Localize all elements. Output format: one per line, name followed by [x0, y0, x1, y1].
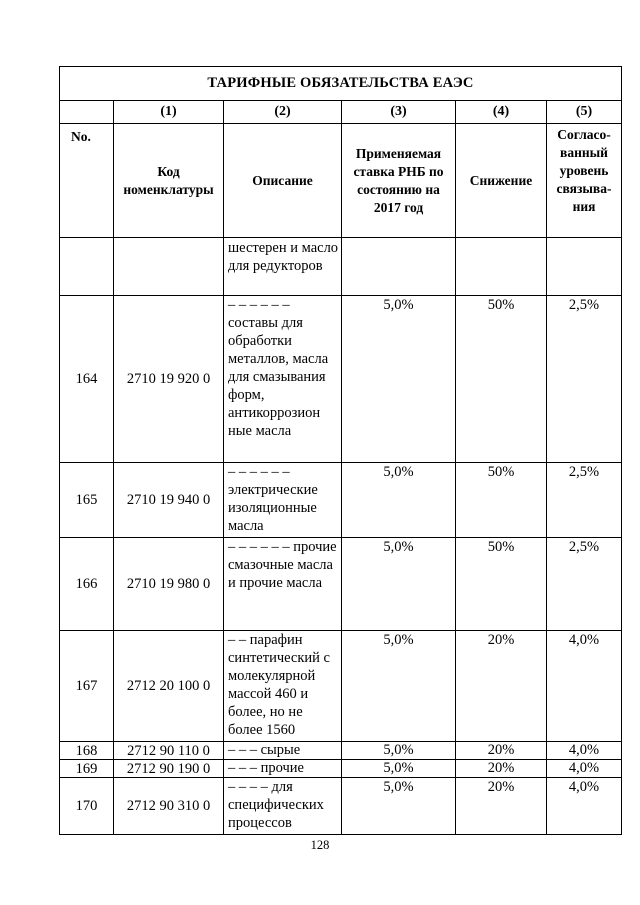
cell-description: шестерен и масло для редукторов: [224, 238, 342, 296]
cell-rate: 5,0%: [342, 778, 456, 835]
cell-no: 168: [60, 742, 114, 760]
cell-description: – – – прочие: [224, 760, 342, 778]
table-row: [60, 238, 622, 296]
cell-description: – – – – – – составы для обработки металлов, масла для смазывания форм, антикоррозион ные масла: [224, 296, 342, 463]
column-number: (3): [342, 101, 456, 124]
cell-rate: 5,0%: [342, 463, 456, 538]
cell-bound: 2,5%: [547, 296, 622, 463]
cell-reduction: 20%: [456, 742, 547, 760]
cell-description: – – – – – – электрические изоляционные масла: [224, 463, 342, 538]
cell-rate: 5,0%: [342, 538, 456, 631]
cell-bound: 2,5%: [547, 463, 622, 538]
cell-reduction: 20%: [456, 778, 547, 835]
cell-rate: 5,0%: [342, 296, 456, 463]
table-row: [60, 760, 622, 778]
cell-no: [60, 238, 114, 296]
column-number-empty: [60, 101, 114, 124]
header-code: Код номенклатуры: [114, 124, 224, 238]
cell-code: 2712 90 310 0: [114, 778, 224, 835]
cell-no: 166: [60, 538, 114, 631]
cell-bound: 4,0%: [547, 760, 622, 778]
cell-reduction: 50%: [456, 296, 547, 463]
cell-code: 2710 19 980 0: [114, 538, 224, 631]
header-bound-level: Согласо-ванный уровень связыва-ния: [547, 124, 622, 238]
cell-code: 2712 90 110 0: [114, 742, 224, 760]
title-row: [60, 67, 622, 101]
cell-bound: 4,0%: [547, 742, 622, 760]
header-row: [60, 124, 622, 238]
cell-description: – – – – – – прочие смазочные масла и прочие масла: [224, 538, 342, 631]
column-number: (2): [224, 101, 342, 124]
cell-code: 2712 90 190 0: [114, 760, 224, 778]
cell-reduction: 50%: [456, 463, 547, 538]
cell-no: 169: [60, 760, 114, 778]
cell-description: – – парафин синтетический с молекулярной массой 460 и более, но не более 1560: [224, 631, 342, 742]
column-number: (4): [456, 101, 547, 124]
cell-bound: 2,5%: [547, 538, 622, 631]
table-row: [60, 631, 622, 742]
table-row: [60, 538, 622, 631]
column-number: (5): [547, 101, 622, 124]
table-row: [60, 463, 622, 538]
cell-rate: 5,0%: [342, 631, 456, 742]
table-row: [60, 778, 622, 835]
cell-rate: 5,0%: [342, 760, 456, 778]
cell-no: 167: [60, 631, 114, 742]
cell-reduction: 50%: [456, 538, 547, 631]
header-applied-rate: Применяемая ставка РНБ по состоянию на 2017 год: [342, 124, 456, 238]
cell-bound: 4,0%: [547, 631, 622, 742]
tariff-table: [59, 66, 622, 835]
header-no: No.: [60, 124, 114, 238]
header-reduction: Снижение: [456, 124, 547, 238]
cell-reduction: [456, 238, 547, 296]
column-number: (1): [114, 101, 224, 124]
cell-reduction: 20%: [456, 631, 547, 742]
table-row: [60, 296, 622, 463]
cell-rate: [342, 238, 456, 296]
table-title: ТАРИФНЫЕ ОБЯЗАТЕЛЬСТВА ЕАЭС: [60, 67, 622, 101]
cell-code: [114, 238, 224, 296]
cell-code: 2712 20 100 0: [114, 631, 224, 742]
cell-bound: 4,0%: [547, 778, 622, 835]
cell-no: 170: [60, 778, 114, 835]
page-number: 128: [310, 838, 330, 852]
table-row: [60, 742, 622, 760]
cell-code: 2710 19 940 0: [114, 463, 224, 538]
column-number-row: [60, 101, 622, 124]
cell-no: 164: [60, 296, 114, 463]
cell-no: 165: [60, 463, 114, 538]
header-description: Описание: [224, 124, 342, 238]
cell-code: 2710 19 920 0: [114, 296, 224, 463]
cell-bound: [547, 238, 622, 296]
cell-description: – – – – для специфических процессов: [224, 778, 342, 835]
cell-rate: 5,0%: [342, 742, 456, 760]
cell-reduction: 20%: [456, 760, 547, 778]
cell-description: – – – сырые: [224, 742, 342, 760]
